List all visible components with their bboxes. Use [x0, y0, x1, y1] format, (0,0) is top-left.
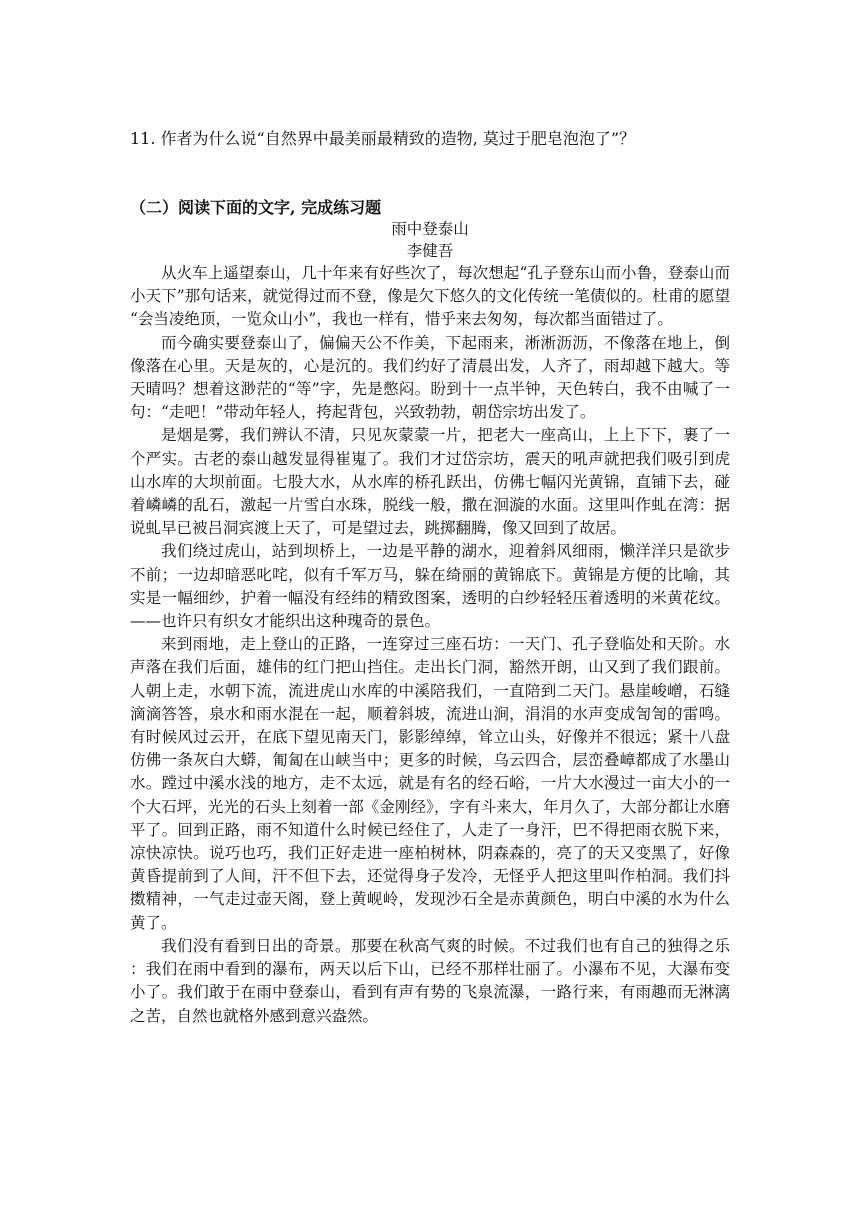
paragraph: 从火车上遥望泰山，几十年来有好些次了，每次想起“孔子登东山而小鲁，登泰山而小天下”那句话来，就觉得过而不登，像是欠下悠久的文化传统一笔债似的。杜甫的愿望“会当凌绝顶，一览众山小”，我也一样有，惜乎来去匆匆，每次都当面错过了。 — [130, 264, 730, 329]
paragraph: 来到雨地，走上登山的正路，一连穿过三座石坊：一天门、孔子登临处和天阶。水声落在我们后面，雄伟的红门把山挡住。走出长门洞，豁然开朗，山又到了我们跟前。人朝上走，水朝下流，流进虎山水库的中溪陪我们，一直陪到二天门。悬崖峻嶒，石缝滴滴答答，泉水和雨水混在一起，顺着斜坡，流进山涧，涓涓的水声变成訇訇的雷鸣。有时候风过云开，在底下望见南天门，影影绰绰，耸立山头，好像并不很远；紧十八盘仿佛一条灰白大蟒，匍匐在山峡当中；更多的时候，乌云四合，层峦叠嶂都成了水墨山水。蹚过中溪水浅的地方，走不太远，就是有名的经石峪，一片大水漫过一亩大小的一个大石坪，光光的石头上刻着一部《金刚经》，字有斗来大，年月久了，大部分都让水磨平了。回到正路，雨不知道什么时候已经住了，人走了一身汗，巴不得把雨衣脱下来，凉快凉快。说巧也巧，我们正好走进一座柏树林，阴森森的，亮了的天又变黑了，好像黄昏提前到了人间，汗不但下去，还觉得身子发冷，无怪乎人把这里叫作柏洞。我们抖擞精神，一气走过壶天阁，登上黄岘岭，发现沙石全是赤黄颜色，明白中溪的水为什么黄了。 — [130, 635, 730, 932]
paragraph: 而今确实要登泰山了，偏偏天公不作美，下起雨来，淅淅沥沥，不像落在地上，倒像落在心里。天是灰的，心是沉的。我们约好了清晨出发，人齐了，雨却越下越大。等天晴吗？想着这渺茫的“等”字，先是憋闷。盼到十一点半钟，天色转白，我不由喊了一句：“走吧！”带动年轻人，挎起背包，兴致勃勃，朝岱宗坊出发了。 — [130, 333, 730, 422]
question-11: 11. 作者为什么说“自然界中最美丽最精致的造物, 莫过于肥皂泡泡了”？ — [130, 129, 636, 148]
paragraph: 我们绕过虎山，站到坝桥上，一边是平静的湖水，迎着斜风细雨，懒洋洋只是欲步不前；一边却暗恶叱咤，似有千军万马，躲在绮丽的黄锦底下。黄锦是方便的比喻，其实是一幅细纱，护着一幅没有经纬的精致图案，透明的白纱轻轻压着透明的米黄花纹。——也许只有织女才能织出这种瑰奇的景色。 — [130, 542, 730, 631]
article-title: 雨中登泰山 — [391, 220, 469, 238]
section-heading: （二）阅读下面的文字, 完成练习题 — [130, 198, 382, 217]
article-author: 李健吾 — [406, 242, 454, 260]
article-body — [130, 262, 730, 1028]
paragraph: 是烟是雾，我们辨认不清，只见灰蒙蒙一片，把老大一座高山，上上下下，裹了一个严实。古老的泰山越发显得崔嵬了。我们才过岱宗坊，震天的吼声就把我们吸引到虎山水库的大坝前面。七股大水，从水库的桥孔跃出，仿佛七幅闪光黄锦，直铺下去，碰着嶙嶙的乱石，激起一片雪白水珠，脱线一般，撒在洄漩的水面。这里叫作虬在湾：据说虬早已被吕洞宾渡上天了，可是望过去，跳掷翻腾，像又回到了故居。 — [130, 426, 730, 538]
paragraph: 我们没有看到日出的奇景。那要在秋高气爽的时候。不过我们也有自己的独得之乐：我们在雨中看到的瀑布，两天以后下山，已经不那样壮丽了。小瀑布不见，大瀑布变小了。我们敢于在雨中登泰山，看到有声有势的飞泉流瀑，一路行来，有雨趣而无淋漓之苦，自然也就格外感到意兴盎然。 — [130, 936, 730, 1025]
